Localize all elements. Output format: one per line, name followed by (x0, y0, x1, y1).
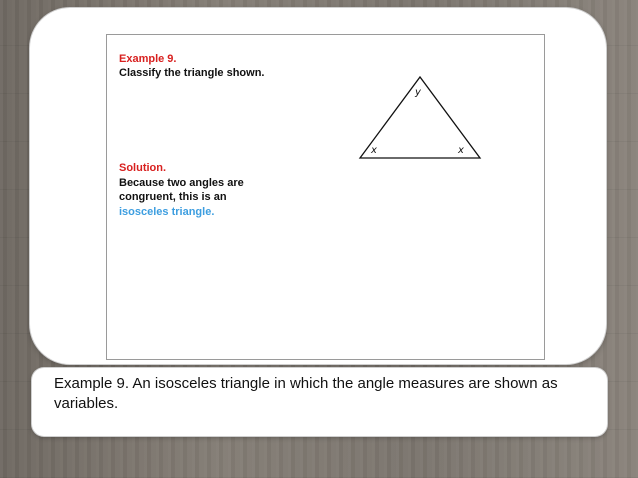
solution-answer: isosceles triangle. (119, 205, 215, 218)
solution-line-1: Because two angles are (119, 176, 244, 189)
right-angle-label: x (458, 145, 464, 156)
solution-title: Solution. (119, 162, 167, 174)
example-title: Example 9. (119, 53, 177, 65)
left-angle-label: x (371, 145, 377, 156)
example-prompt: Classify the triangle shown. (119, 67, 265, 79)
slide-content (106, 34, 545, 360)
isosceles-triangle-diagram (357, 73, 487, 165)
solution-line-2: congruent, this is an (119, 191, 227, 203)
solution-block (119, 161, 244, 219)
caption-box (32, 368, 607, 436)
top-angle-label: y (415, 87, 421, 98)
example-heading (119, 52, 264, 80)
caption-text: Example 9. An isosceles triangle in which the angle measures are shown as variables. (54, 375, 558, 412)
slide-panel (30, 8, 606, 364)
